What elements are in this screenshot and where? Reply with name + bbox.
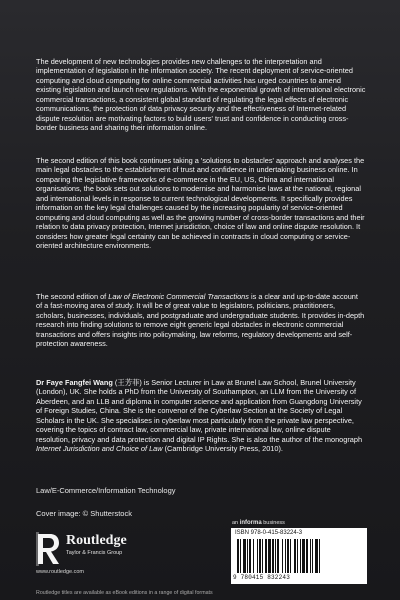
publisher-url[interactable]: www.routledge.com [36, 569, 84, 575]
p3-pre: The second edition of [36, 292, 109, 301]
author-bio-text: is Senior Lecturer in Law at Brunel Law School, Brunel University (London), UK. She holds a PhD from the University of Southampton, an LLM from the University of Aberdeen, and an LLB and diploma in computer science and application from Guangdong University of Foreign Studies, China. She is the convenor of the Cyberlaw Section at the Society of Legal Scholars in the UK. She specialises in cyberlaw most particularly from the private law perspective, covering the topics of contract law, commercial law, private international law, online dispute resolution, privacy and data protection and digital IP Rights. She is also the author of the monograph [36, 378, 363, 444]
isbn-barcode [231, 528, 367, 584]
p3-post: is a clear and up-to-date account of a fast-moving area of study. It will be of great value to legislators, politicians, practitioners, scholars, businesses, individuals, and postgraduate and undergraduate students. It provides in-depth research into finding solutions to remove eight generic legal obstacles in electronic commercial transactions and offers insights into policymaking, law reforms, regulatory developments and self-protection awareness. [36, 292, 365, 349]
routledge-r-icon [36, 532, 62, 566]
monograph-title: Internet Jurisdiction and Choice of Law [36, 444, 163, 454]
author-chinese-name: (王芳菲) [112, 378, 142, 387]
publisher-group: Taylor & Francis Group [66, 550, 123, 556]
author-name: Dr Faye Fangfei Wang [36, 378, 113, 387]
blurb-paragraph-1: The development of new technologies provides new challenges to the interpretation and implementation of legislation in the information society. The recent deployment of service-oriented computing and cloud computing for online commercial activities has urged countries to amend existing legislation and launch new regulations. With the exponential growth of international electronic commercial transactions, a consistent global standard of regulating the legal effects of electronic communications, the protection of data privacy security and the effectiveness of Internet-related dispute resolution are motivating factors to build users' trust and confidence in conducting cross-border business and sharing their information online. [36, 57, 366, 133]
informa-business-label: an informa business [232, 520, 285, 526]
cover-image-credit: Cover image: © Shutterstock [36, 509, 132, 518]
barcode-icon [235, 539, 363, 573]
author-bio-end: (Cambridge University Press, 2010). [162, 444, 283, 454]
routledge-logo [36, 530, 186, 575]
ebook-footer-note: Routledge titles are available as eBook editions in a range of digital formats [36, 590, 213, 596]
blurb-paragraph-2: The second edition of this book continues taking a 'solutions to obstacles' approach and analyses the main legal obstacles to the establishment of trust and confidence in undertaking business online. In comparing the legislative frameworks of e-commerce in the EU, US, China and international organisations, the book sets out solutions to modernise and harmonise laws at the national, regional and international levels in response to current technological developments. It specifically provides information on the key legal challenges caused by the increasing popularity of service-oriented computing and cloud computing as well as the growing number of cross-border transactions and their relation to data privacy protection, Internet jurisdiction, choice of law and online dispute resolution. It considers how greater legal certainty can be achieved in contracts in cloud computing or service-oriented architecture environments. [36, 156, 365, 251]
blurb-paragraph-3 [36, 292, 366, 349]
barcode-digits: 9 780415 832243 [233, 574, 291, 581]
book-title: Law of Electronic Commercial Transactions [108, 292, 249, 301]
author-bio [36, 378, 366, 454]
publisher-name: Routledge [66, 533, 127, 548]
subject-category: Law/E-Commerce/Information Technology [36, 486, 176, 495]
isbn-number: ISBN 978-0-415-83224-3 [235, 530, 303, 536]
